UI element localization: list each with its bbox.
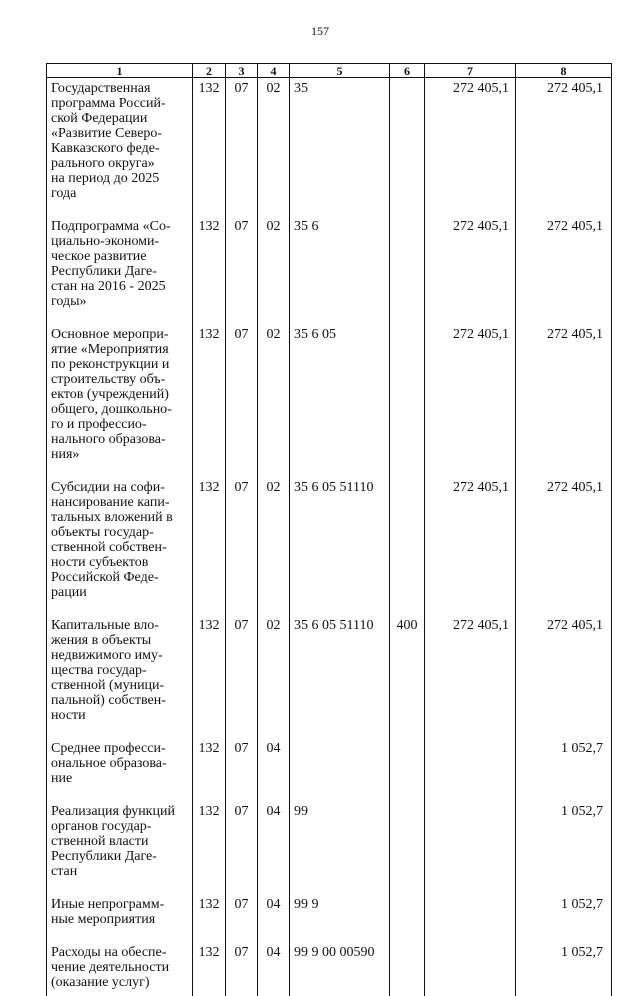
amount-col7-cell: [425, 894, 516, 942]
expense-type-cell: [390, 801, 425, 894]
ministry-code-cell: 132: [193, 942, 226, 996]
amount-col8-cell: 1 052,7: [516, 942, 612, 996]
target-item-cell: 35 6 05 51110: [290, 477, 390, 615]
column-header: 6: [390, 64, 425, 78]
target-item-cell: 35: [290, 78, 390, 217]
row-name-cell: Капитальные вло- жения в объекты недвижимого иму- щества государ- ственной (муници- пальной) собствен- ности: [47, 615, 193, 738]
table-row: [47, 78, 612, 217]
amount-col7-cell: 272 405,1: [425, 477, 516, 615]
table-row: [47, 894, 612, 942]
table-row: [47, 477, 612, 615]
amount-col8-cell: 272 405,1: [516, 78, 612, 217]
ministry-code-cell: 132: [193, 324, 226, 477]
header-row: [47, 64, 612, 78]
row-name-cell: Среднее професси- ональное образова- ние: [47, 738, 193, 801]
expense-type-cell: [390, 324, 425, 477]
amount-col8-cell: 1 052,7: [516, 801, 612, 894]
table-row: [47, 216, 612, 324]
target-item-cell: 35 6 05: [290, 324, 390, 477]
target-item-cell: 35 6: [290, 216, 390, 324]
expense-type-cell: [390, 942, 425, 996]
section-code-cell: 07: [226, 894, 258, 942]
amount-col8-cell: 272 405,1: [516, 477, 612, 615]
amount-col7-cell: 272 405,1: [425, 78, 516, 217]
amount-col8-cell: 1 052,7: [516, 738, 612, 801]
section-code-cell: 07: [226, 801, 258, 894]
column-header: 2: [193, 64, 226, 78]
ministry-code-cell: 132: [193, 477, 226, 615]
expense-type-cell: [390, 216, 425, 324]
subsection-code-cell: 02: [258, 615, 290, 738]
section-code-cell: 07: [226, 738, 258, 801]
expense-type-cell: [390, 78, 425, 217]
ministry-code-cell: 132: [193, 894, 226, 942]
ministry-code-cell: 132: [193, 801, 226, 894]
expense-type-cell: 400: [390, 615, 425, 738]
target-item-cell: [290, 738, 390, 801]
expense-type-cell: [390, 477, 425, 615]
table-row: [47, 615, 612, 738]
table-row: [47, 801, 612, 894]
subsection-code-cell: 02: [258, 78, 290, 217]
ministry-code-cell: 132: [193, 738, 226, 801]
row-name-cell: Расходы на обеспе- чение деятельности (оказание услуг): [47, 942, 193, 996]
expense-type-cell: [390, 738, 425, 801]
column-header: 7: [425, 64, 516, 78]
amount-col8-cell: 272 405,1: [516, 615, 612, 738]
ministry-code-cell: 132: [193, 615, 226, 738]
subsection-code-cell: 04: [258, 801, 290, 894]
amount-col7-cell: 272 405,1: [425, 216, 516, 324]
budget-table: [46, 63, 612, 996]
page-number: 157: [311, 24, 329, 38]
section-code-cell: 07: [226, 78, 258, 217]
row-name-cell: Реализация функций органов государ- ственной власти Республики Даге- стан: [47, 801, 193, 894]
amount-col8-cell: 272 405,1: [516, 324, 612, 477]
subsection-code-cell: 02: [258, 216, 290, 324]
amount-col7-cell: [425, 738, 516, 801]
section-code-cell: 07: [226, 942, 258, 996]
column-header: 3: [226, 64, 258, 78]
row-name-cell: Иные непрограмм- ные мероприятия: [47, 894, 193, 942]
subsection-code-cell: 02: [258, 477, 290, 615]
subsection-code-cell: 04: [258, 942, 290, 996]
section-code-cell: 07: [226, 477, 258, 615]
column-header: 1: [47, 64, 193, 78]
section-code-cell: 07: [226, 216, 258, 324]
section-code-cell: 07: [226, 615, 258, 738]
section-code-cell: 07: [226, 324, 258, 477]
row-name-cell: Государственная программа Россий- ской Федерации «Развитие Северо- Кавказского феде- рального округа» на период до 2025 года: [47, 78, 193, 217]
amount-col7-cell: [425, 801, 516, 894]
subsection-code-cell: 04: [258, 894, 290, 942]
subsection-code-cell: 04: [258, 738, 290, 801]
target-item-cell: 99 9: [290, 894, 390, 942]
target-item-cell: 99: [290, 801, 390, 894]
amount-col8-cell: 272 405,1: [516, 216, 612, 324]
row-name-cell: Субсидии на софи- нансирование капи- тальных вложений в объекты государ- ственной собствен- ности субъектов Российской Феде- рации: [47, 477, 193, 615]
ministry-code-cell: 132: [193, 216, 226, 324]
column-header: 5: [290, 64, 390, 78]
ministry-code-cell: 132: [193, 78, 226, 217]
table-row: [47, 324, 612, 477]
subsection-code-cell: 02: [258, 324, 290, 477]
amount-col7-cell: 272 405,1: [425, 324, 516, 477]
row-name-cell: Основное меропри- ятие «Мероприятия по реконструкции и строительству объ- ектов (учреждений) общего, дошкольно- го и профессио- нального образова- ния»: [47, 324, 193, 477]
target-item-cell: 35 6 05 51110: [290, 615, 390, 738]
row-name-cell: Подпрограмма «Со- циально-экономи- ческое развитие Республики Даге- стан на 2016 - 2025 годы»: [47, 216, 193, 324]
table-row: [47, 738, 612, 801]
amount-col8-cell: 1 052,7: [516, 894, 612, 942]
amount-col7-cell: [425, 942, 516, 996]
table-row: [47, 942, 612, 996]
target-item-cell: 99 9 00 00590: [290, 942, 390, 996]
column-header: 8: [516, 64, 612, 78]
expense-type-cell: [390, 894, 425, 942]
amount-col7-cell: 272 405,1: [425, 615, 516, 738]
column-header: 4: [258, 64, 290, 78]
